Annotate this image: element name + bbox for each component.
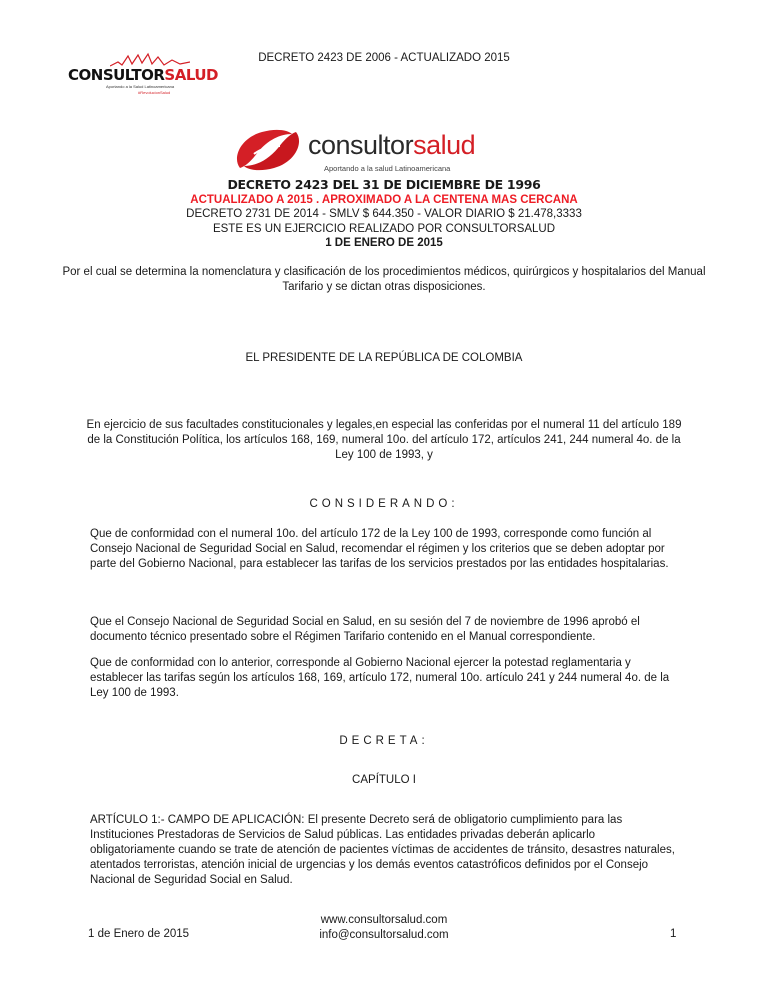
footer-website-link[interactable]: www.consultorsalud.com <box>320 914 448 926</box>
running-header-title: DECRETO 2423 DE 2006 - ACTUALIZADO 2015 <box>258 52 510 64</box>
salary-reference: DECRETO 2731 DE 2014 - SMLV $ 644.350 - VALOR DIARIO $ 21.478,3333 <box>186 208 582 220</box>
small-logo-tagline: Aportando a la Salud Latinoamericana <box>106 84 175 89</box>
powers-paragraph: En ejercicio de sus facultades constitucionales y legales,en especial las conferidas por el numeral 11 del artículo 189 de la Constitución Política, los artículos 168, 169, numeral 10o. del artículo 172, artículos 241, 244 numeral 4o. de la Ley 100 de 1993, y <box>86 419 682 461</box>
decree-title-block <box>0 178 768 251</box>
small-logo-wordmark: CONSULTORSALUD <box>68 66 218 84</box>
page-number: 1 <box>670 928 677 940</box>
footer-date: 1 de Enero de 2015 <box>88 928 190 940</box>
consultorsalud-leaf-icon <box>232 128 304 172</box>
chapter-heading: CAPÍTULO I <box>352 774 416 786</box>
decreta-heading: DECRETA: <box>339 735 429 747</box>
exercise-notice: ESTE ES UN EJERCICIO REALIZADO POR CONSULTORSALUD <box>212 222 556 235</box>
footer-email-link[interactable]: info@consultorsalud.com <box>319 929 449 941</box>
main-consultorsalud-logo <box>232 128 476 174</box>
footer-contact <box>0 913 768 943</box>
effective-date: 1 DE ENERO DE 2015 <box>325 237 443 249</box>
small-consultorsalud-logo <box>68 52 218 98</box>
decree-title: DECRETO 2423 DEL 31 DE DICIEMBRE DE 1996 <box>227 177 541 192</box>
considerando-paragraph-3: Que de conformidad con lo anterior, corresponde al Gobierno Nacional ejercer la potestad reglamentaria y establecer las tarifas según los artículos 168, 169, artículo 172, numeral 10o. artículo 241 y 244 numeral 4o. de la Ley 100 de 1993. <box>90 657 670 699</box>
update-notice: ACTUALIZADO A 2015 . APROXIMADO A LA CENTENA MAS CERCANA <box>190 193 578 206</box>
small-logo-subtag: #RevolucionSalud <box>138 90 171 95</box>
considerando-heading: CONSIDERANDO: <box>309 498 459 510</box>
main-logo-tagline: Aportando a la salud Latinoamericana <box>324 164 451 173</box>
article-1: ARTÍCULO 1:- CAMPO DE APLICACIÓN: El presente Decreto será de obligatorio cumplimiento para las Instituciones Prestadoras de Servicios de Salud públicas. Las entidades privadas deberán aplicarlo obligatoriamente cuando se trate de atención de pacientes víctimas de accidentes de tránsito, desastres naturales, atentados terroristas, atención inicial de urgencias y los demás eventos catastróficos definidos por el Consejo Nacional de Seguridad Social en Salud. <box>90 814 675 886</box>
considerando-paragraph-2: Que el Consejo Nacional de Seguridad Social en Salud, en su sesión del 7 de noviembre de 1996 aprobó el documento técnico presentado sobre el Régimen Tarifario contenido en el Manual correspondiente. <box>90 616 640 643</box>
decree-purpose: Por el cual se determina la nomenclatura y clasificación de los procedimientos médicos, quirúrgicos y hospitalarios del Manual Tarifario y se dictan otras disposiciones. <box>62 266 706 293</box>
main-logo-wordmark: consultorsalud <box>308 130 476 160</box>
considerando-paragraph-1: Que de conformidad con el numeral 10o. del artículo 172 de la Ley 100 de 1993, corresponde como función al Consejo Nacional de Seguridad Social en Salud, recomendar el régimen y los criterios que se deben adoptar por parte del Gobierno Nacional, para establecer las tarifas de los servicios prestados por las entidades hospitalarias. <box>90 528 669 570</box>
issuer-heading: EL PRESIDENTE DE LA REPÚBLICA DE COLOMBIA <box>245 352 523 364</box>
